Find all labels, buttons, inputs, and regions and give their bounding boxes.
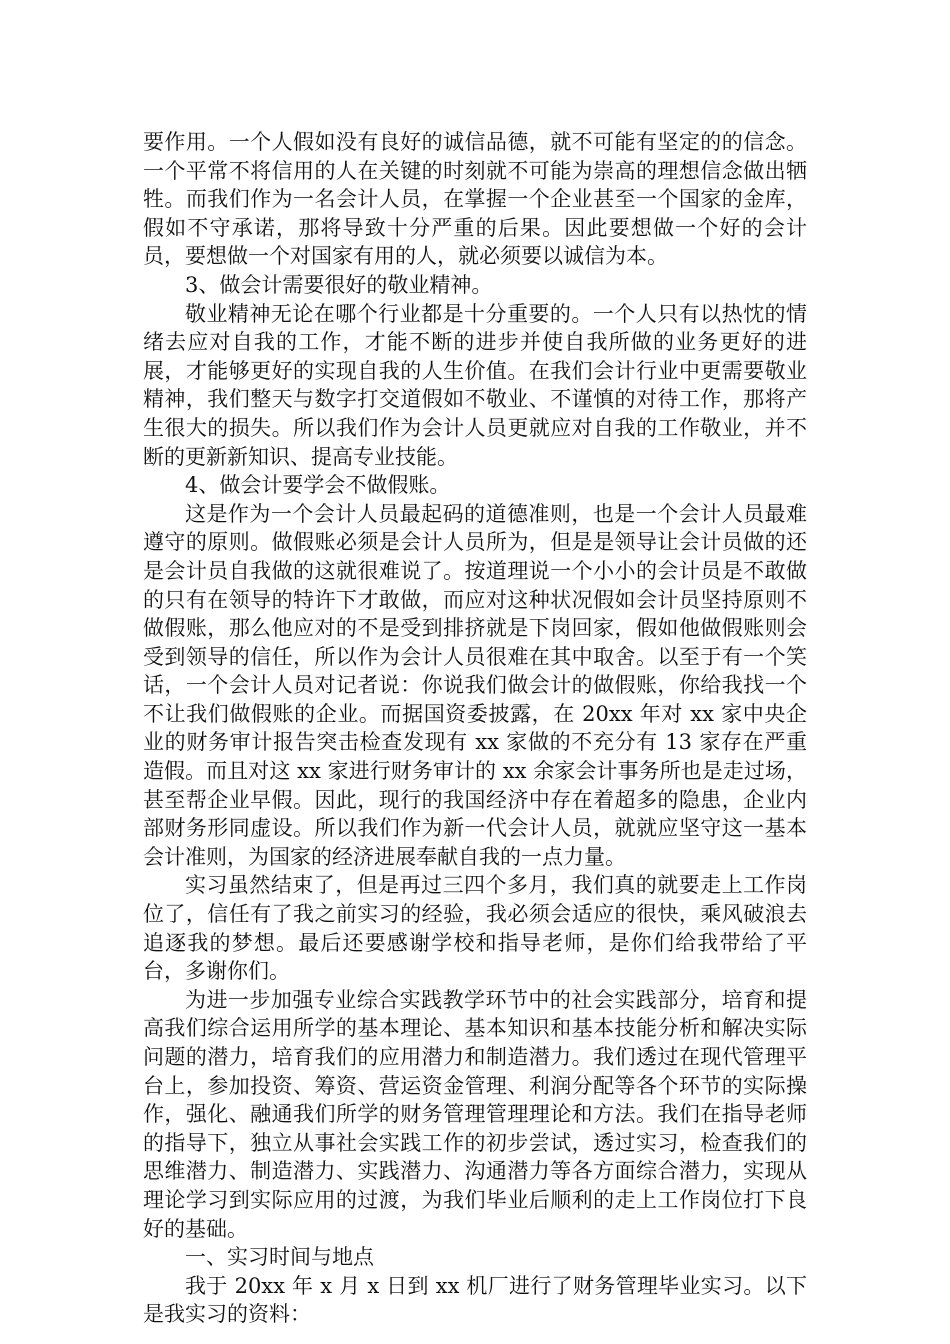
paragraph-dedication: 敬业精神无论在哪个行业都是十分重要的。一个人只有以热忱的情绪去应对自我的工作，才能不断的进步并使自我所做的业务更好的进展，才能够更好的实现自我的人生价值。在我们会计行业中更需要敬业精神，我们整天与数字打交道假如不敬业、不谨慎的对待工作，那将产生很大的损失。所以我们作为会计人员更就应对自我的工作敬业，并不断的更新新知识、提高专业技能。 (143, 301, 807, 469)
heading-dedication: 3、做会计需要很好的敬业精神。 (185, 272, 493, 297)
paragraph-time-and-place: 我于 20xx 年 x 月 x 日到 xx 机厂进行了财务管理毕业实习。以下是我实习的资料： (143, 1273, 807, 1327)
paragraph-no-false-accounts: 这是作为一个会计人员最起码的道德准则，也是一个会计人员最难遵守的原则。做假账必须是会计人员所为，但是是领导让会计员做的还是会计员自我做的这就很难说了。按道理说一个小小的会计员是不敢做的只有在领导的特许下才敢做，而应对这种状况假如会计员坚持原则不做假账，那么他应对的不是受到排挤就是下岗回家，假如他做假账则会受到领导的信任，所以作为会计人员很难在其中取舍。以至于有一个笑话，一个会计人员对记者说：你说我们做会计的做假账，你给我找一个不让我们做假账的企业。而据国资委披露，在 20xx 年对 xx 家中央企业的财务审计报告突击检查发现有 xx 家做的不充分有 13 家存在严重造假。而且对这 xx 家进行财务审计的 xx 余家会计事务所也是走过场，甚至帮企业早假。因此，现行的我国经济中存在着超多的隐患，企业内部财务形同虚设。所以我们作为新一代会计人员，就就应坚守这一基本会计准则，为国家的经济进展奉献自我的一点力量。 (143, 501, 807, 869)
heading-no-false-accounts: 4、做会计要学会不做假账。 (185, 473, 451, 498)
heading-time-and-place: 一、实习时间与地点 (185, 1245, 374, 1270)
paragraph-integrity-continued: 要作用。一个人假如没有良好的诚信品德，就不可能有坚定的的信念。一个平常不将信用的人在关键的时刻就不可能为崇高的理想信念做出牺牲。而我们作为一名会计人员，在掌握一个企业甚至一个国家的金库，假如不守承诺，那将导致十分严重的后果。因此要想做一个好的会计员，要想做一个对国家有用的人，就必须要以诚信为本。 (143, 130, 807, 269)
paragraph-internship-ended: 实习虽然结束了，但是再过三四个多月，我们真的就要走上工作岗位了，信任有了我之前实习的经验，我必须会适应的很快，乘风破浪去追逐我的梦想。最后还要感谢学校和指导老师，是你们给我带给了平台，多谢你们。 (143, 873, 807, 984)
paragraph-practice-purpose: 为进一步加强专业综合实践教学环节中的社会实践部分，培育和提高我们综合运用所学的基本理论、基本知识和基本技能分析和解决实际问题的潜力，培育我们的应用潜力和制造潜力。我们透过在现代管理平台上，参加投资、筹资、营运资金管理、利润分配等各个环节的实际操作，强化、融通我们所学的财务管理管理理论和方法。我们在指导老师的指导下，独立从事社会实践工作的初步尝试，透过实习，检查我们的思维潜力、制造潜力、实践潜力、沟通潜力等各方面综合潜力，实现从理论学习到实际应用的过渡，为我们毕业后顺利的走上工作岗位打下良好的基础。 (143, 987, 807, 1241)
document-body (143, 128, 807, 1329)
